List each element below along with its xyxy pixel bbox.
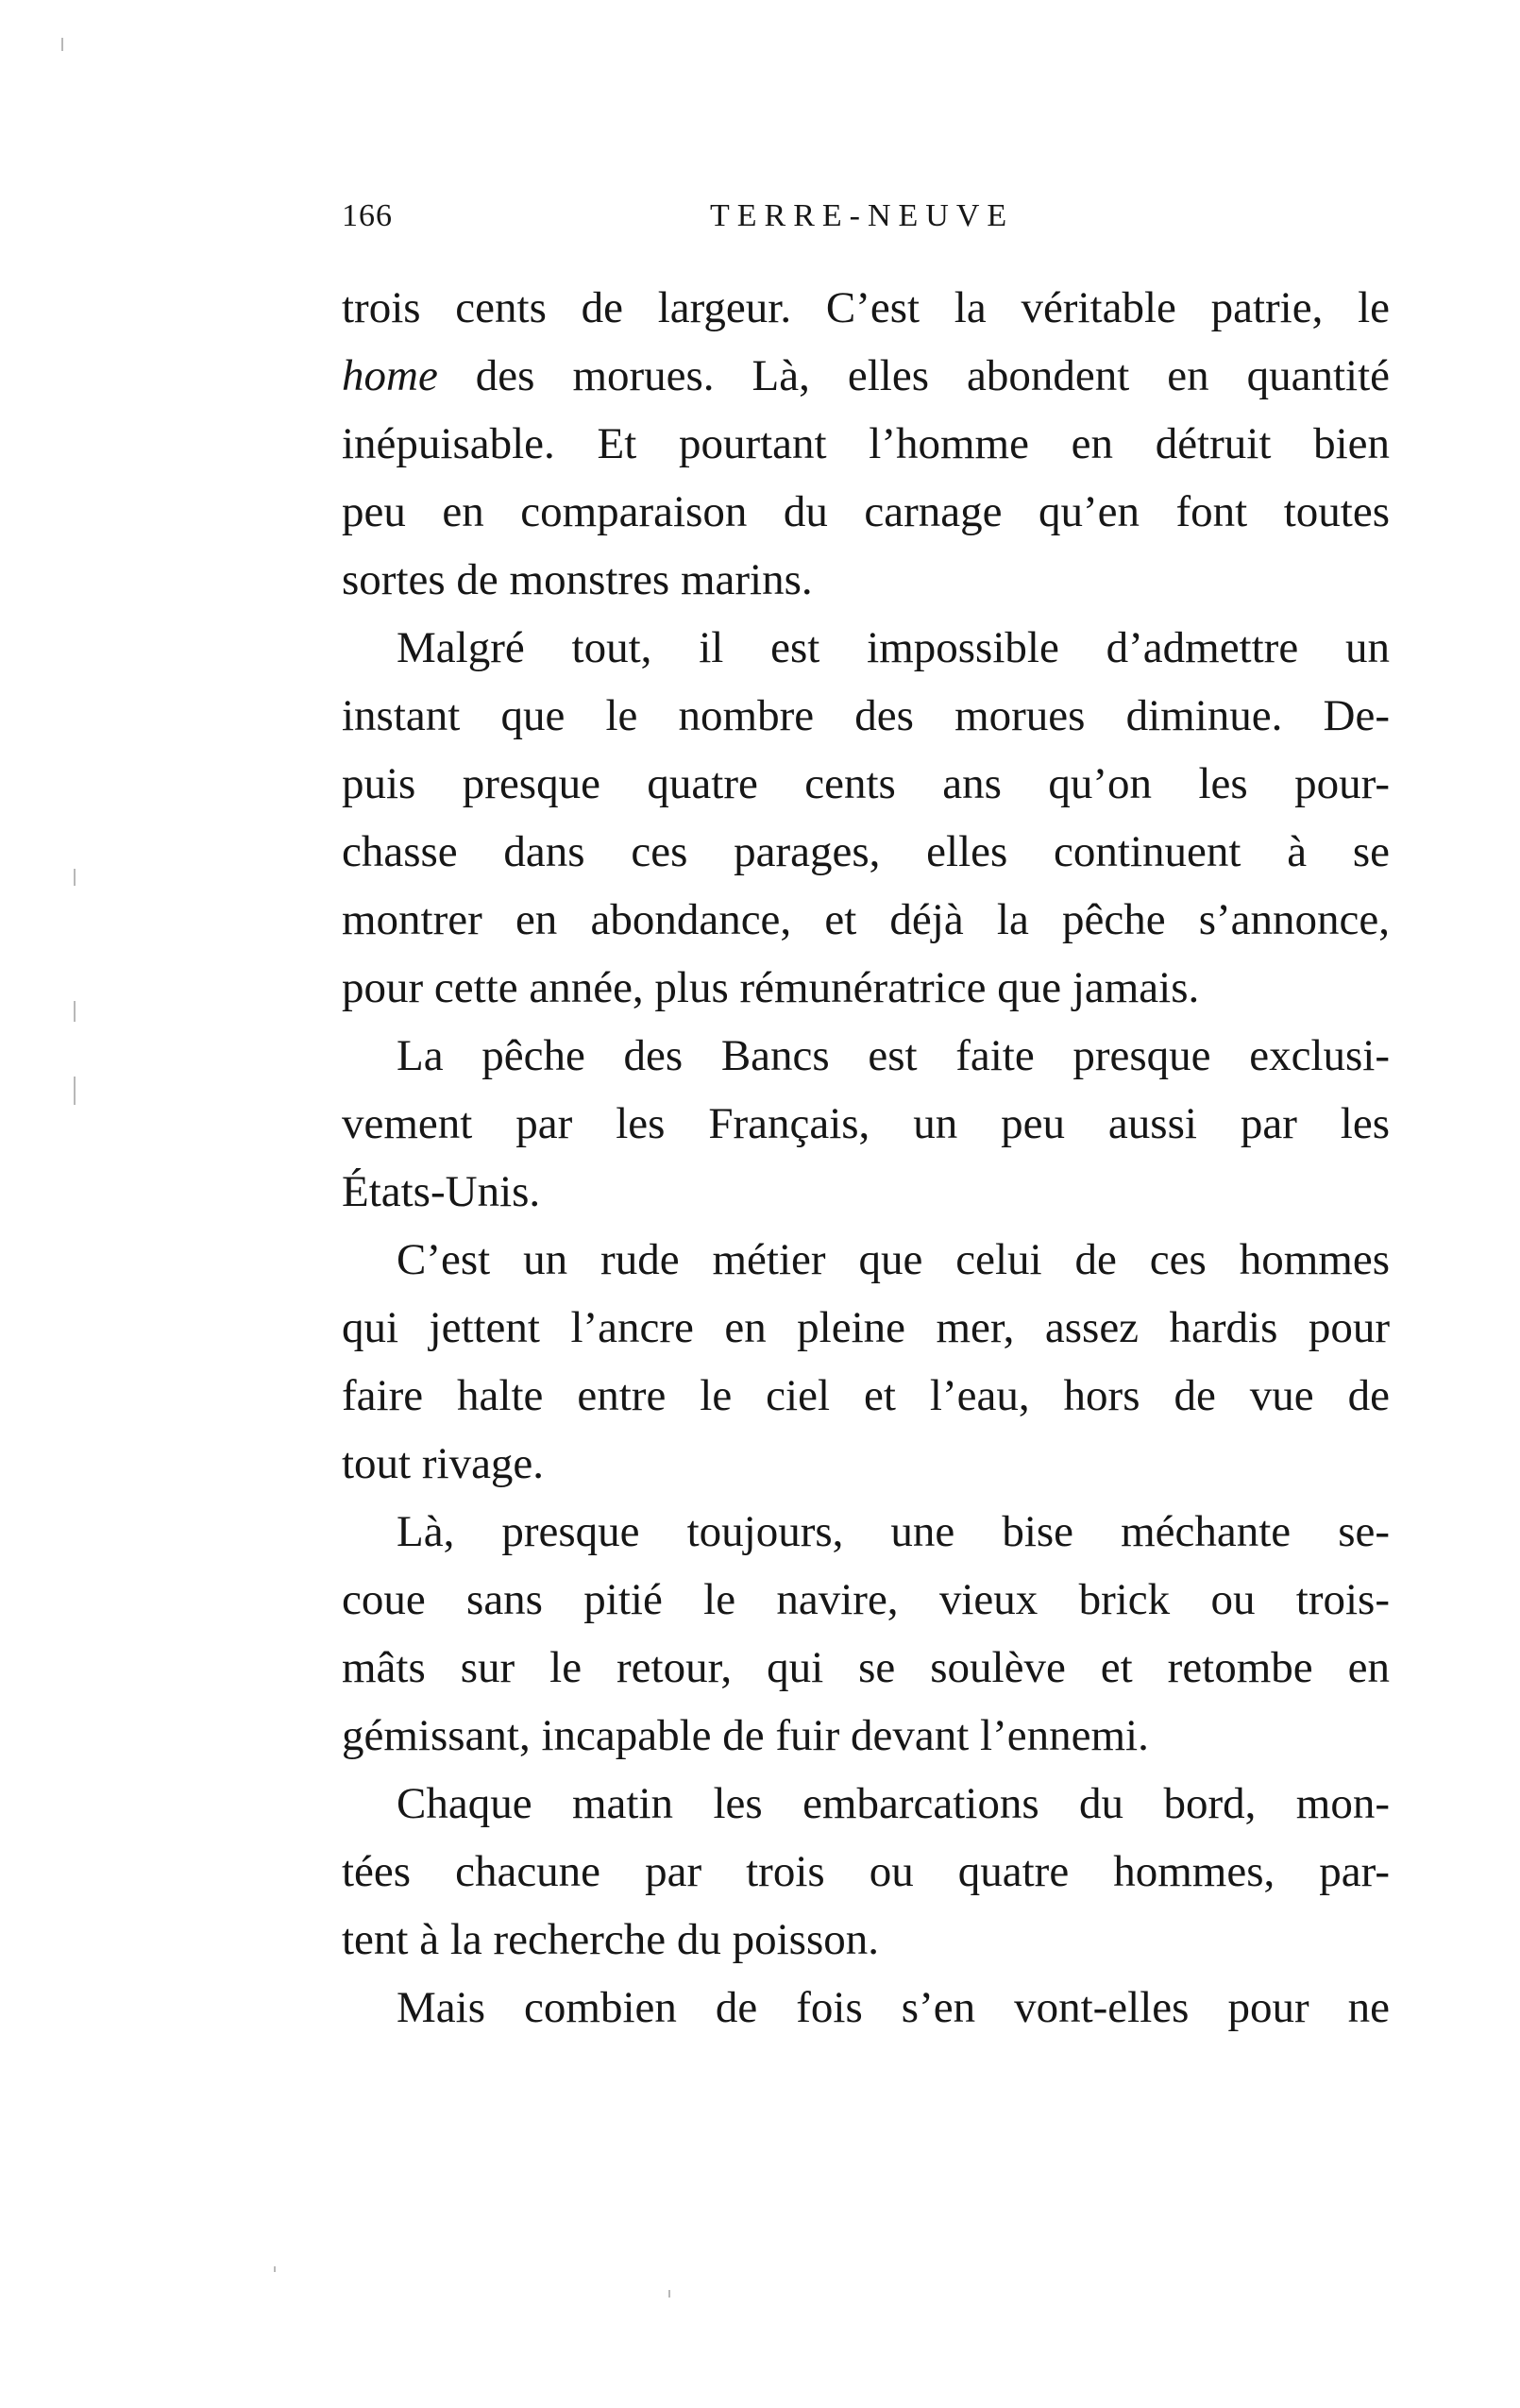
text-line: États-Unis. — [342, 1167, 541, 1216]
text-line: tent à la recherche du poisson. — [342, 1915, 880, 1964]
speck — [74, 1001, 76, 1022]
speck — [274, 2266, 276, 2272]
text-line: Malgré tout, il est impossible d’admettre un — [397, 623, 1390, 672]
speck — [668, 2290, 670, 2298]
speck — [74, 869, 76, 886]
text-line: puis presque quatre cents ans qu’on les pour- — [342, 759, 1390, 808]
text-line: montrer en abondance, et déjà la pêche s’annonce, — [342, 895, 1390, 944]
text-line: C’est un rude métier que celui de ces hommes — [397, 1235, 1390, 1284]
speck — [74, 1077, 76, 1105]
text-line: Mais combien de fois s’en vont-elles pour ne — [397, 1983, 1390, 2032]
text-line: chasse dans ces parages, elles continuent à se — [342, 827, 1390, 876]
text-line: faire halte entre le ciel et l’eau, hors de vue de — [342, 1371, 1390, 1420]
text-line: tées chacune par trois ou quatre hommes, par- — [342, 1847, 1390, 1896]
text-line: vement par les Français, un peu aussi par les — [342, 1099, 1390, 1148]
text-line-rest: des morues. Là, elles abondent en quantité — [437, 351, 1390, 400]
page-header — [342, 189, 1380, 246]
page-number: 166 — [342, 198, 393, 233]
body-text — [342, 274, 1390, 2042]
text-line: mâts sur le retour, qui se soulève et retombe en — [342, 1643, 1390, 1692]
text-line — [342, 342, 1390, 410]
text-line: pour cette année, plus rémunératrice que jamais. — [342, 963, 1200, 1012]
running-title: TERRE-NEUVE — [710, 198, 1015, 233]
text-line: inépuisable. Et pourtant l’homme en détruit bien — [342, 419, 1390, 468]
text-line: instant que le nombre des morues diminue. De- — [342, 691, 1390, 740]
text-line: Là, presque toujours, une bise méchante se- — [397, 1507, 1390, 1556]
text-line: coue sans pitié le navire, vieux brick ou trois- — [342, 1575, 1390, 1624]
text-line: La pêche des Bancs est faite presque exclusi- — [397, 1031, 1390, 1080]
text-line: qui jettent l’ancre en pleine mer, assez hardis pour — [342, 1303, 1390, 1352]
text-line: sortes de monstres marins. — [342, 555, 813, 604]
text-line: peu en comparaison du carnage qu’en font toutes — [342, 487, 1390, 536]
text-line: Chaque matin les embarcations du bord, mon- — [397, 1779, 1390, 1828]
text-line: tout rivage. — [342, 1439, 545, 1488]
text-line: gémissant, incapable de fuir devant l’ennemi. — [342, 1711, 1149, 1760]
text-line: trois cents de largeur. C’est la véritable patrie, le — [342, 283, 1390, 332]
italic-word: home — [342, 351, 438, 400]
speck — [61, 38, 63, 51]
